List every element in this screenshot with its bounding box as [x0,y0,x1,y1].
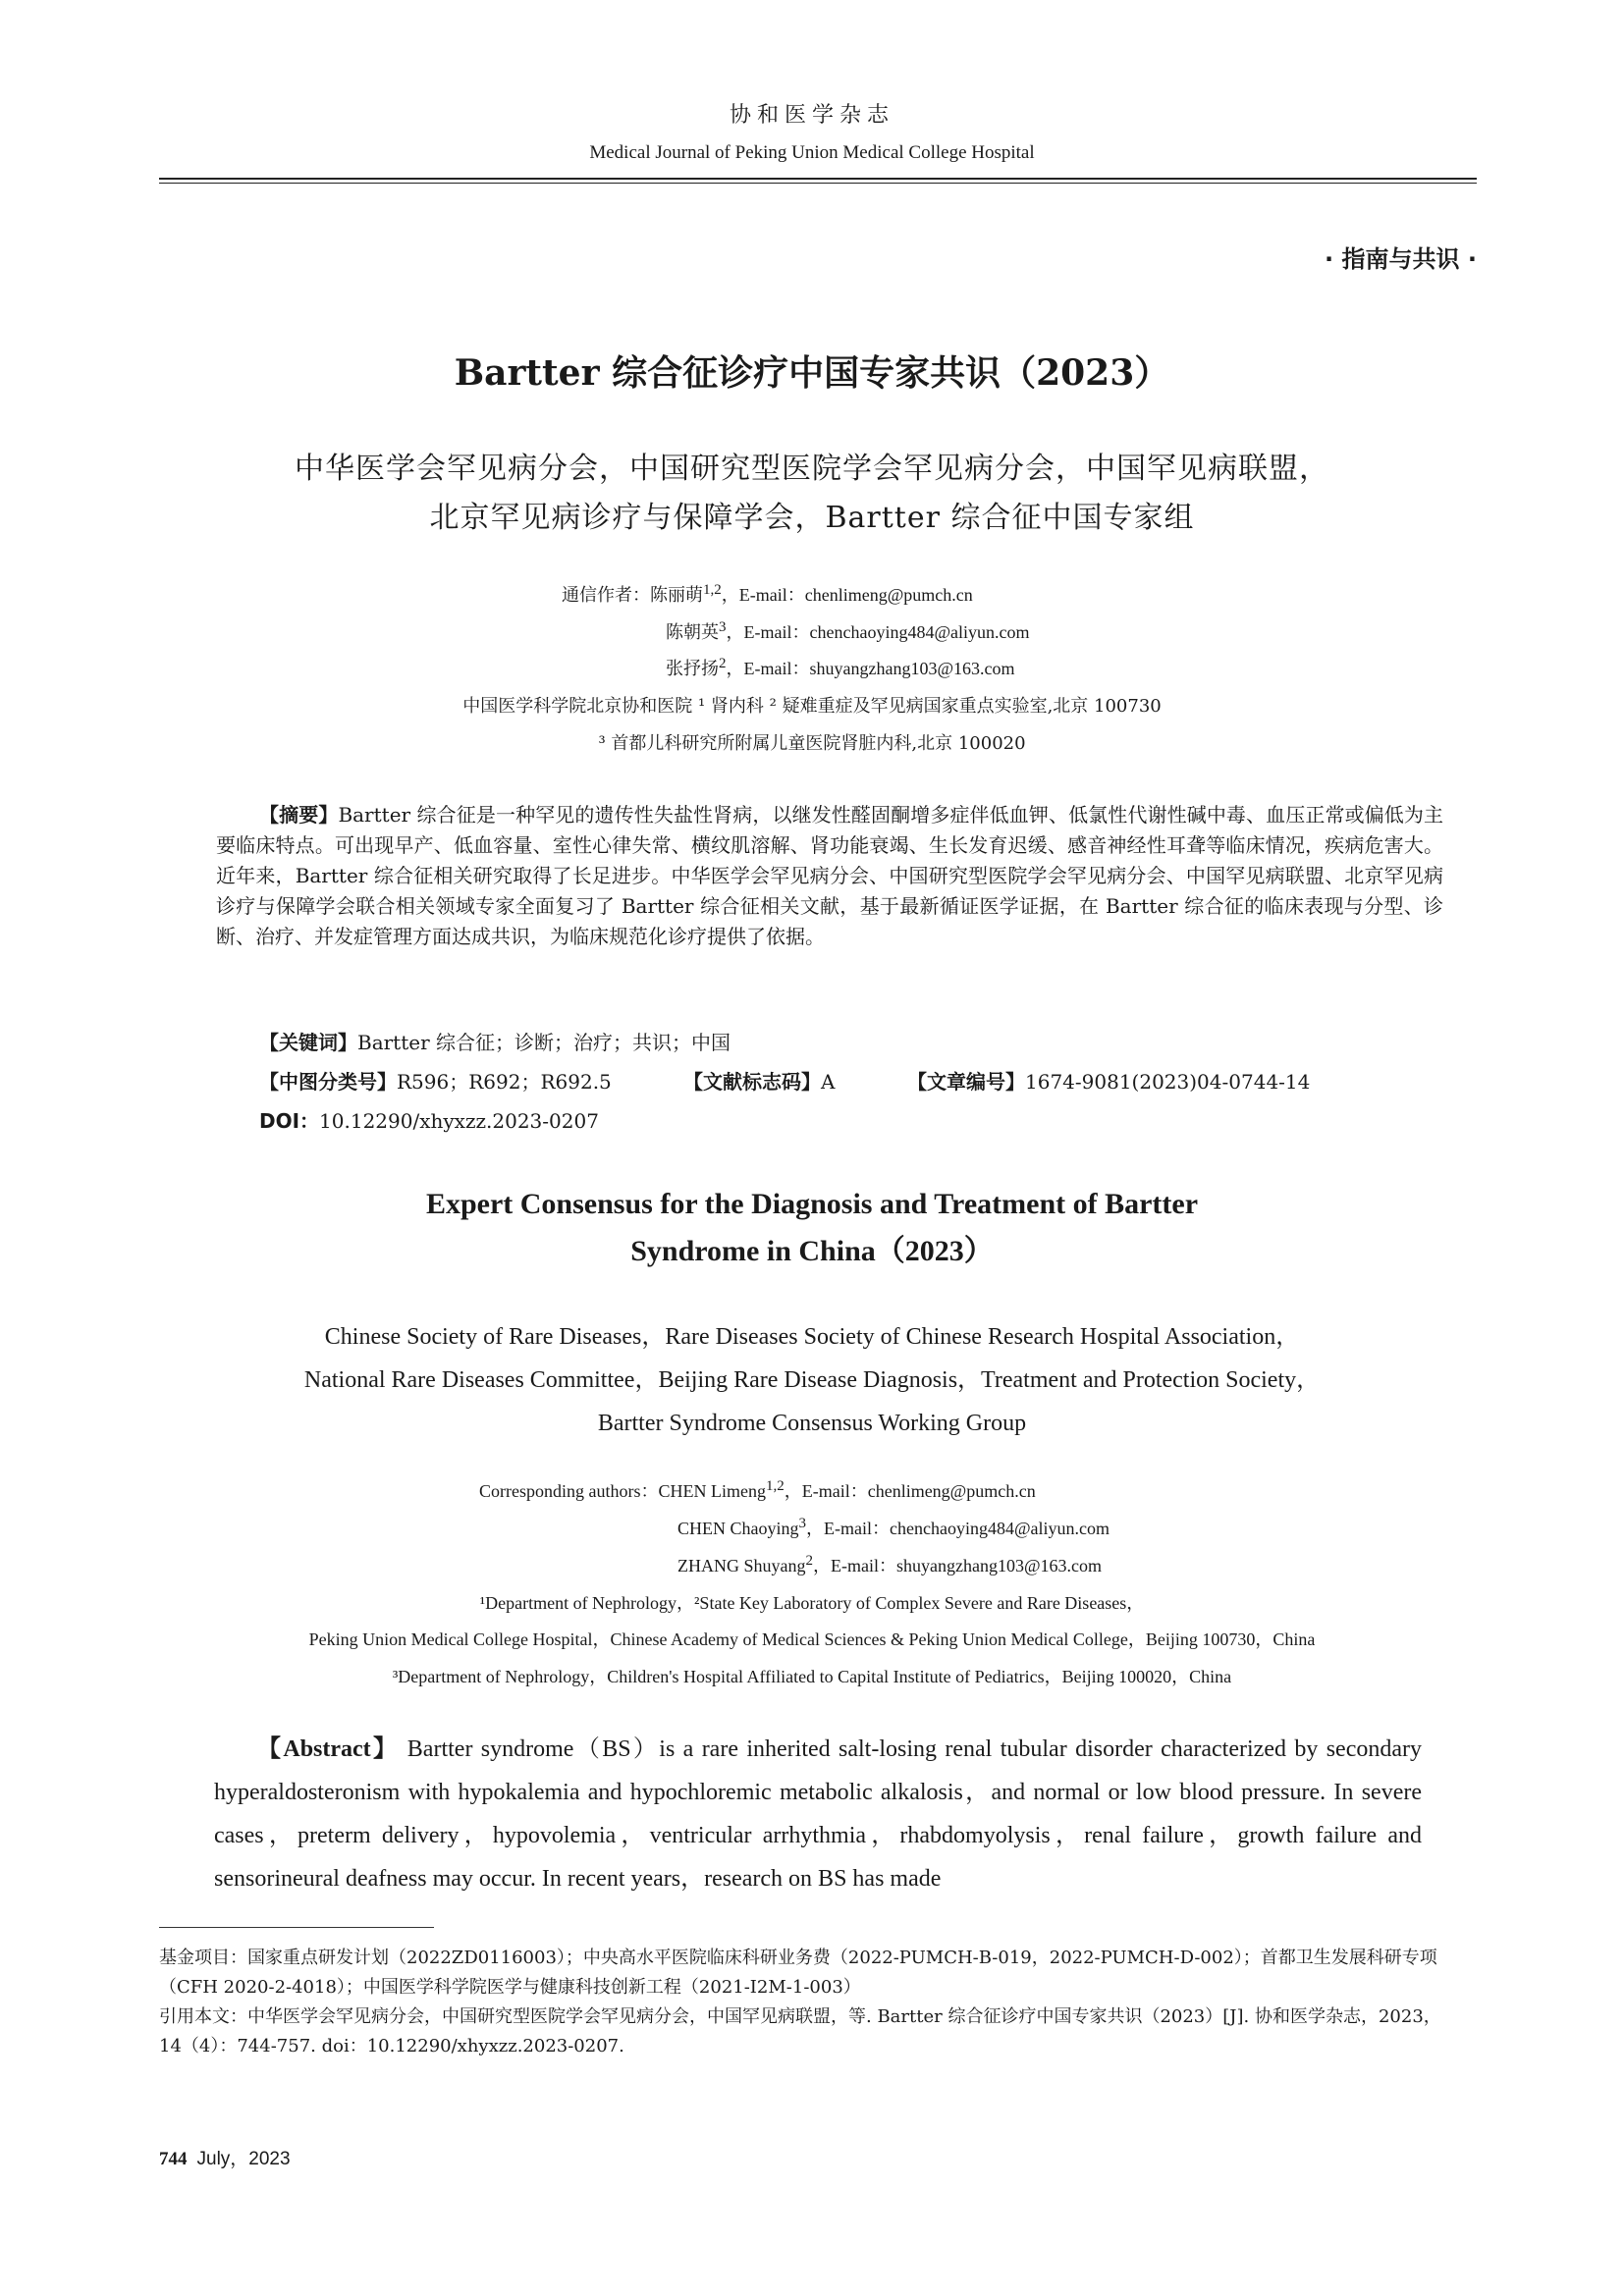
citation-note: 引用本文：中华医学会罕见病分会，中国研究型医院学会罕见病分会，中国罕见病联盟，等. Bartter 综合征诊疗中国专家共识（2023）[J]. 协和医学杂志，2023，14（4）：744-757. doi：10.12290/xhyxzz.2023-0207. [159,2006,1441,2056]
keywords-text: Bartter 综合征；诊断；治疗；共识；中国 [357,1031,731,1054]
article-number [907,1066,1310,1095]
author-email-en: ，E-mail：chenlimeng@pumch.cn [784,1481,1036,1501]
author-affil-sup: 1,2 [703,582,722,598]
org-line-en: Chinese Society of Rare Diseases，Rare Diseases Society of Chinese Research Hospital Association， [324,1324,1300,1350]
abstract-en [214,1728,1422,1900]
title-en-line: Syndrome in China（2023） [630,1235,994,1267]
clc-value: R596；R692；R692.5 [397,1070,612,1094]
journal-name-cn: 协和医学杂志 [729,103,894,128]
header-rule [159,178,1477,180]
funding-note: 基金项目：国家重点研发计划（2022ZD0116003）；中央高水平医院临床科研业务费（2022-PUMCH-B-019，2022-PUMCH-D-002）；首都卫生发展科研专项（CFH 2020-2-4018）；中国医学科学院医学与健康科技创新工程（2021-I2M-1-003） [159,1948,1437,1998]
author-affil-sup: 3 [798,1516,806,1531]
page-number: 744 [159,2149,188,2169]
corresponding-author-en [677,1515,1110,1540]
classification-line [259,1066,612,1095]
corresponding-author-en [479,1477,1036,1503]
author-affil-sup: 2 [719,656,727,671]
abstract-label-en: 【Abstract】 [257,1736,400,1762]
header-rule-thin [159,183,1477,184]
corresponding-author-cn [666,618,1030,644]
corresponding-author-cn [666,655,1015,680]
title-en [0,1181,1624,1275]
keywords-label: 【关键词】 [259,1031,357,1054]
author-email-en: ，E-mail：shuyangzhang103@163.com [813,1556,1103,1575]
author-name: 陈丽萌 [650,585,703,605]
corresponding-label: 通信作者： [562,585,650,605]
doi-label: DOI： [259,1109,320,1133]
org-line-en: Bartter Syndrome Consensus Working Group [597,1411,1027,1436]
author-email: ，E-mail：chenchaoying484@aliyun.com [726,622,1030,642]
corresponding-author-cn [562,581,973,607]
abstract-cn [216,800,1443,952]
section-label: · 指南与共识 · [1325,245,1477,273]
doc-code-label: 【文献标志码】 [683,1070,821,1094]
author-email: ，E-mail：shuyangzhang103@163.com [726,659,1015,678]
affiliation-cn: ³ 首都儿科研究所附属儿童医院肾脏内科,北京 100020 [598,733,1026,754]
affiliation-en: ³Department of Nephrology，Children's Hospital Affiliated to Capital Institute of Pediatrics，Beijing 100020，China [392,1667,1232,1686]
abstract-label-cn: 【摘要】 [259,803,339,827]
corresponding-author-en [677,1552,1102,1577]
author-name-en: CHEN Limeng [658,1481,766,1501]
affiliation-cn: 中国医学科学院北京协和医院 ¹ 肾内科 ² 疑难重症及罕见病国家重点实验室,北京 100730 [462,696,1162,717]
affiliation-en: ¹Department of Nephrology，²State Key Laboratory of Complex Severe and Rare Diseases， [479,1593,1145,1613]
title-en-line: Expert Consensus for the Diagnosis and Treatment of Bartter [425,1188,1199,1220]
author-email: ，E-mail：chenlimeng@pumch.cn [721,585,973,605]
doi-value: 10.12290/xhyxzz.2023-0207 [319,1109,599,1133]
journal-name-en: Medical Journal of Peking Union Medical College Hospital [589,142,1035,163]
author-email-en: ，E-mail：chenchaoying484@aliyun.com [806,1519,1110,1538]
author-name-en: CHEN Chaoying [677,1519,799,1538]
author-affil-sup: 2 [805,1553,813,1569]
org-line: 北京罕见病诊疗与保障学会，Bartter 综合征中国专家组 [429,501,1195,535]
document-code [683,1066,835,1095]
article-number-label: 【文章编号】 [907,1070,1025,1094]
page-footer [159,2144,291,2170]
author-name-en: ZHANG Shuyang [677,1556,806,1575]
org-line-en: National Rare Diseases Committee，Beijing Rare Disease Diagnosis，Treatment and Protection Society， [303,1367,1321,1393]
title-cn: Bartter 综合征诊疗中国专家共识（2023） [454,352,1170,394]
affiliation-en: Peking Union Medical College Hospital，Chinese Academy of Medical Sciences & Peking Union Medical College，Beijing 100730，China [308,1629,1316,1649]
author-name: 陈朝英 [666,622,719,642]
author-affil-sup: 3 [719,619,727,635]
abstract-text-en: Bartter syndrome（BS）is a rare inherited salt-losing renal tubular disorder characterized by secondary hyperaldosteronism with hypokalemia and hypochloremic metabolic alkalosis，and normal or low blood pressure. In severe cases，preterm delivery，hypovolemia，ventricular arrhythmia，rhabdomyolysis，renal failure，growth failure and sensorineural deafness may occur. In recent years，research on BS has made [214,1736,1423,1892]
issue-date: July，2023 [196,2149,291,2169]
authors-orgs-cn [0,445,1624,543]
org-line: 中华医学会罕见病分会，中国研究型医院学会罕见病分会，中国罕见病联盟， [295,452,1329,486]
doi-line [259,1105,599,1134]
corresponding-label-en: Corresponding authors： [479,1481,659,1501]
article-number-value: 1674-9081(2023)04-0744-14 [1025,1070,1311,1094]
footnote-rule [159,1927,434,1928]
authors-orgs-en [0,1315,1624,1445]
abstract-text-cn: Bartter 综合征是一种罕见的遗传性失盐性肾病，以继发性醛固酮增多症伴低血钾、低氯性代谢性碱中毒、血压正常或偏低为主要临床特点。可出现早产、低血容量、室性心律失常、横纹肌溶解、肾功能衰竭、生长发育迟缓、感音神经性耳聋等临床情况，疾病危害大。近年来，Bartter 综合征相关研究取得了长足进步。中华医学会罕见病分会、中国研究型医院学会罕见病分会、中国罕见病联盟、北京罕见病诊疗与保障学会联合相关领域专家全面复习了 Bartter 综合征相关文献，基于最新循证医学证据，在 Bartter 综合征的临床表现与分型、诊断、治疗、并发症管理方面达成共识，为临床规范化诊疗提供了依据。 [216,803,1444,948]
author-name: 张抒扬 [666,659,719,678]
clc-label: 【中图分类号】 [259,1070,397,1094]
author-affil-sup: 1,2 [765,1478,785,1494]
doc-code-value: A [821,1070,836,1094]
keywords-cn [259,1027,731,1055]
